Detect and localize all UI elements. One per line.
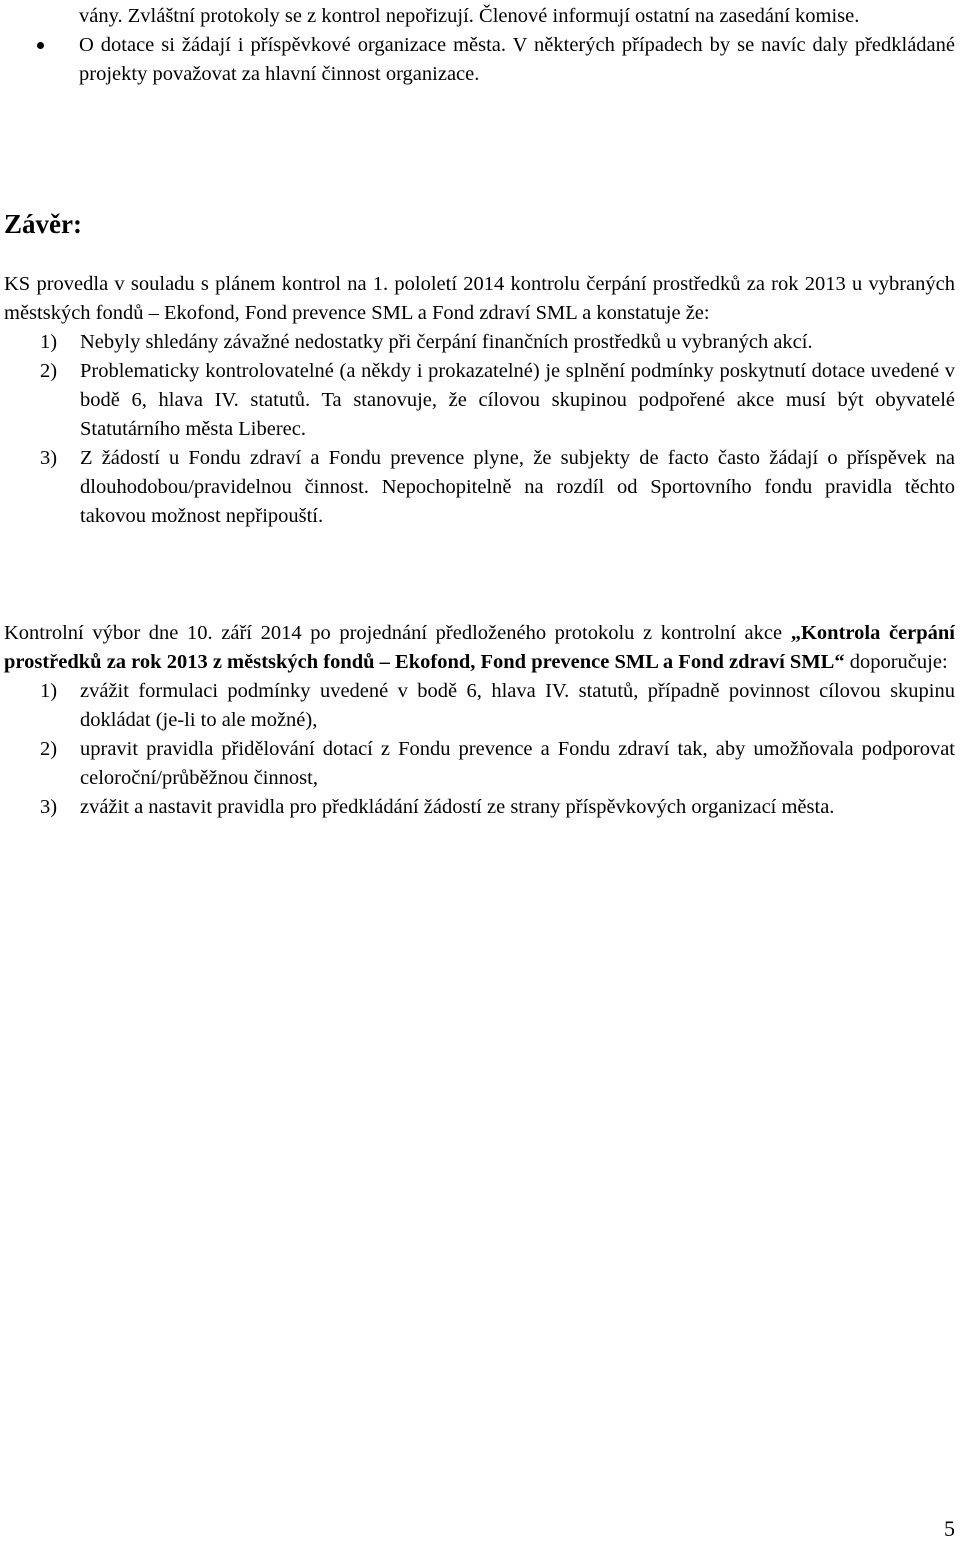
recommendation-item bbox=[4, 793, 955, 822]
item-number: 2) bbox=[40, 738, 58, 760]
recommendation-item bbox=[4, 677, 955, 735]
item-text: Problematicky kontrolovatelné (a někdy i prokazatelné) je splnění podmínky poskytnutí dotace uvedené v bodě 6, hlava IV. statutů. Ta stanovuje, že cílovou skupinou podpořené akce musí být obyvatelé Statutárního města Liberec. bbox=[80, 360, 955, 440]
conclusion-item bbox=[4, 357, 955, 444]
conclusion-item bbox=[4, 444, 955, 531]
item-text: Z žádostí u Fondu zdraví a Fondu prevence plyne, že subjekty de facto často žádají o příspěvek na dlouhodobou/pravidelnou činnost. Nepochopitelně na rozdíl od Sportovního fondu pravidla těchto takovou možnost nepřipouští. bbox=[80, 447, 955, 527]
bullet-text: vány. Zvláštní protokoly se z kontrol nepořizují. Členové informují ostatní na zasedání komise. bbox=[79, 5, 860, 27]
item-text: zvážit a nastavit pravidla pro předkládání žádostí ze strany příspěvkových organizací města. bbox=[80, 796, 835, 818]
bullet-list bbox=[0, 2, 955, 89]
section-heading: Závěr: bbox=[4, 209, 82, 239]
recommendation-intro-suffix: doporučuje: bbox=[844, 651, 948, 673]
recommendation-item bbox=[4, 735, 955, 793]
inspection-title: „Kontrola čerpání prostředků za rok 2013 z městských fondů – Ekofond, Fond prevence SML a Fond zdraví SML“ bbox=[4, 622, 955, 673]
conclusion-item bbox=[4, 328, 955, 357]
bullet-dot-icon bbox=[37, 42, 44, 49]
bullet-text: O dotace si žádají i příspěvkové organizace města. V některých případech by se navíc daly předkládané projekty považovat za hlavní činnost organizace. bbox=[79, 34, 955, 85]
page-number: 5 bbox=[944, 1516, 955, 1541]
recommendation-intro bbox=[4, 619, 955, 677]
conclusion-section bbox=[4, 270, 955, 531]
bullet-item-continuation bbox=[0, 2, 955, 31]
item-number: 1) bbox=[40, 331, 58, 353]
item-number: 2) bbox=[40, 360, 58, 382]
recommendation-section bbox=[4, 619, 955, 822]
item-number: 3) bbox=[40, 447, 58, 469]
item-text: upravit pravidla přidělování dotací z Fondu prevence a Fondu zdraví tak, aby umožňovala podporovat celoroční/průběžnou činnost, bbox=[80, 738, 955, 789]
conclusion-intro: KS provedla v souladu s plánem kontrol na 1. pololetí 2014 kontrolu čerpání prostředků za rok 2013 u vybraných městských fondů – Ekofond, Fond prevence SML a Fond zdraví SML a konstatuje že: bbox=[4, 273, 955, 324]
recommendation-intro-prefix: Kontrolní výbor dne 10. září 2014 po projednání předloženého protokolu z kontrolní akce bbox=[4, 622, 783, 644]
item-text: zvážit formulaci podmínky uvedené v bodě 6, hlava IV. statutů, případně povinnost cílovou skupinu dokládat (je-li to ale možné), bbox=[80, 680, 955, 731]
item-text: Nebyly shledány závažné nedostatky při čerpání finančních prostředků u vybraných akcí. bbox=[80, 331, 813, 353]
item-number: 1) bbox=[40, 680, 58, 702]
item-number: 3) bbox=[40, 796, 58, 818]
bullet-item bbox=[0, 31, 955, 89]
